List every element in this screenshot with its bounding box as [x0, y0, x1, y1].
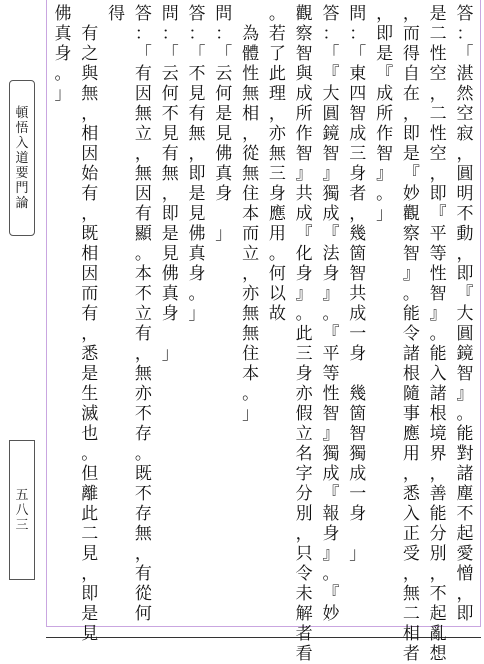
right-margin-rule — [480, 0, 481, 626]
text-column: 有 之 與 無 ， 相 因 始 有 ， 既 相 因 而 有 ， 悉 是 生 滅 也 。 但 離 此 二 見 ， 即 是 見 — [81, 24, 99, 644]
text-column: ， 即 是 『 成 所 作 智 』 。 」 — [376, 4, 394, 224]
text-column: 問 ： 「 云 何 是 見 佛 真 身 」 — [215, 4, 233, 244]
book-title: 頓 悟 入 道 要 門 論 — [15, 105, 29, 211]
text-column: 答 ： 「 湛 然 空 寂 ， 圓 明 不 動 ， 即 『 大 圓 鏡 智 』 。 能 對 諸 塵 不 起 愛 憎 ， 即 — [456, 4, 474, 624]
text-column: 。 若 了 此 理 ， 亦 無 三 身 應 用 。 何 以 故 — [268, 4, 286, 324]
text-column: 問 ： 「 云 何 不 見 有 無 ， 即 是 見 佛 真 身 」 — [161, 4, 179, 364]
text-column: 問 ： 「 東 四 智 成 三 身 者 ， 幾 箇 智 共 成 一 身 幾 箇 智 獨 成 一 身 」 — [349, 4, 367, 564]
book-title-tab — [9, 80, 35, 236]
text-column: 答 ： 「 『 大 圓 鏡 智 』 獨 成 『 法 身 』 。 『 平 等 性 智 』 獨 成 『 報 身 』 。 『 妙 — [322, 4, 340, 624]
text-column: 答 ： 「 不 見 有 無 ， 即 是 見 佛 真 身 。 」 — [188, 4, 206, 324]
page-number-tab — [9, 440, 35, 580]
text-column: ， 而 得 自 在 ， 即 是 『 妙 觀 察 智 』 。 能 令 諸 根 隨 事 應 用 ， 悉 入 正 受 ， 無 二 相 者 — [402, 4, 420, 664]
text-column: 觀 察 智 與 成 所 作 智 』 共 成 『 化 身 』 。 此 三 身 亦 假 立 名 字 分 別 ， 只 令 未 解 者 看 — [295, 4, 313, 664]
text-column: 為 體 性 無 相 ， 從 無 住 本 而 立 ， 亦 無 無 住 本 。 」 — [242, 24, 260, 424]
text-column: 得 — [108, 4, 126, 24]
left-margin-rule — [46, 0, 47, 626]
text-column: 答 ： 「 有 因 無 立 ， 無 因 有 顯 。 本 不 立 有 ， 無 亦 不 存 。 既 不 存 無 ， 有 從 何 — [134, 4, 152, 624]
text-column: 佛 真 身 。 」 — [54, 4, 72, 104]
vertical-text-body — [50, 4, 478, 664]
page-number: 五 八 三 — [15, 487, 29, 533]
text-column: 是 二 性 空 ， 二 性 空 ， 即 『 平 等 性 智 』 。 能 入 諸 根 境 界 ， 善 能 分 別 ， 不 起 亂 想 — [429, 4, 447, 664]
